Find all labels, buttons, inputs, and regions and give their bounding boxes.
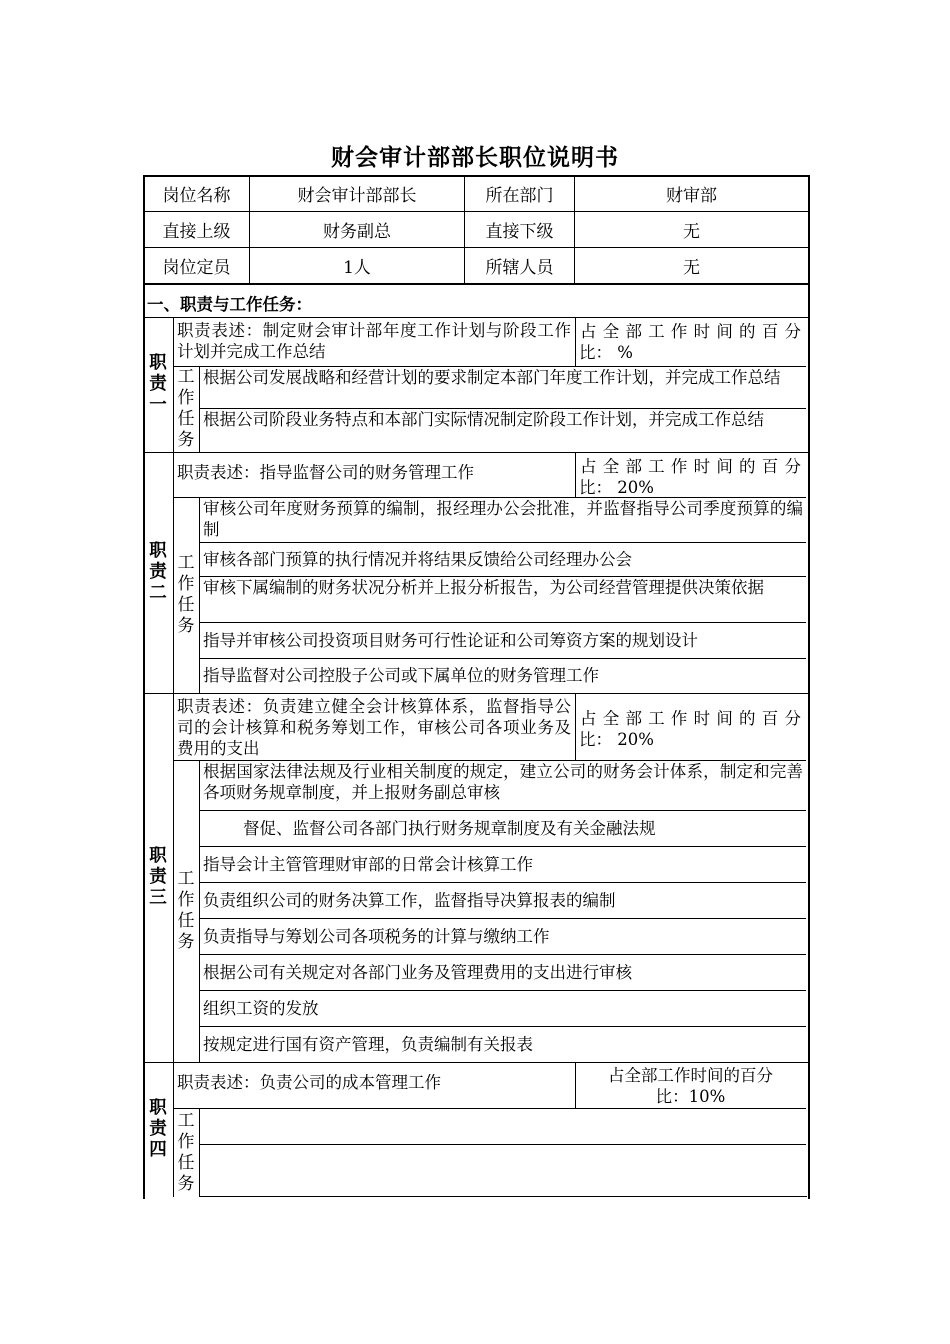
header-row: [144, 176, 809, 212]
header-value: 1人: [250, 248, 465, 284]
header-label: 所在部门: [465, 176, 575, 212]
header-label: 岗位定员: [144, 248, 250, 284]
header-info-table: [143, 175, 809, 284]
task-label-char: 作: [177, 388, 195, 408]
header-label: 直接上级: [144, 212, 250, 248]
duty-label-char: 职: [149, 540, 167, 561]
task-item: 指导监督对公司控股子公司或下属单位的财务管理工作: [203, 666, 599, 685]
divider: [199, 954, 806, 955]
task-item: 指导并审核公司投资项目财务可行性论证和公司筹资方案的规划设计: [203, 630, 698, 650]
divider: [199, 810, 806, 811]
task-item: 督促、监督公司各部门执行财务规章制度及有关金融法规: [243, 818, 656, 838]
header-value: 财审部: [575, 176, 809, 212]
divider: [575, 1062, 576, 1108]
header-value: 财会审计部部长: [250, 176, 465, 212]
header-label: 直接下级: [465, 212, 575, 248]
divider: [199, 918, 806, 919]
divider: [143, 452, 808, 453]
task-column-label: [176, 367, 196, 451]
duty-pct: 占全部工作时间的百分: [580, 457, 801, 476]
task-item: 根据公司阶段业务特点和本部门实际情况制定阶段工作计划，并完成工作总结: [203, 410, 764, 429]
duty-label-char: 责: [149, 1118, 167, 1139]
duty-label: [148, 541, 168, 604]
header-value: 无: [575, 248, 809, 284]
header-label: 所辖人员: [465, 248, 575, 284]
duty-label-char: 责: [149, 373, 167, 394]
header-value: 财务副总: [250, 212, 465, 248]
divider: [199, 658, 806, 659]
divider: [173, 452, 174, 693]
header-label: 岗位名称: [144, 176, 250, 212]
divider: [143, 283, 808, 285]
task-label-char: 任: [177, 911, 195, 931]
task-item: 审核各部门预算的执行情况并将结果反馈给公司经理办公会: [203, 549, 632, 569]
task-item: 指导会计主管管理财审部的日常会计核算工作: [203, 854, 533, 874]
divider: [173, 1108, 806, 1109]
task-column-label: [176, 553, 196, 637]
task-label-char: 务: [177, 932, 195, 952]
duty-label-char: 二: [149, 582, 167, 603]
duty-pct: 占全部工作时间的百分: [580, 322, 801, 341]
divider: [199, 846, 806, 847]
divider: [143, 693, 808, 694]
divider: [199, 1144, 806, 1145]
task-label-char: 任: [177, 595, 195, 615]
duty-pct-value: 比： 20%: [579, 478, 654, 497]
duty-label-char: 四: [149, 1139, 167, 1160]
task-column-label: [176, 1111, 196, 1195]
task-label-char: 务: [177, 1173, 195, 1194]
page-title: 财会审计部部长职位说明书: [331, 144, 619, 171]
divider: [143, 1062, 808, 1063]
task-label-char: 作: [177, 890, 195, 910]
duty-label-char: 一: [149, 394, 167, 415]
duty-pct-value: 比：10%: [655, 1087, 726, 1106]
divider: [173, 1062, 174, 1197]
duty-label-char: 三: [149, 887, 167, 908]
divider: [199, 990, 806, 991]
duty-statement: 职责表述：制定财会审计部年度工作计划与阶段工作计划并完成工作总结: [177, 321, 571, 361]
duty-label: [148, 353, 168, 416]
duty-statement: 职责表述：负责公司的成本管理工作: [177, 1073, 441, 1092]
header-value: 无: [575, 212, 809, 248]
task-label-char: 作: [177, 574, 195, 594]
task-item: 根据公司发展战略和经营计划的要求制定本部门年度工作计划，并完成工作总结: [203, 368, 781, 387]
duty-label-char: 职: [149, 1097, 167, 1118]
task-item: 负责指导与筹划公司各项税务的计算与缴纳工作: [203, 926, 550, 946]
divider: [199, 882, 806, 883]
header-row: [144, 248, 809, 284]
divider: [575, 452, 576, 497]
task-label-char: 工: [177, 1110, 195, 1131]
duty-pct: 占全部工作时间的百分: [608, 1066, 773, 1085]
task-label-char: 工: [177, 553, 195, 573]
task-item: 负责组织公司的财务决算工作，监督指导决算报表的编制: [203, 890, 616, 910]
header-row: [144, 212, 809, 248]
divider: [199, 497, 200, 693]
duty-label: [148, 846, 168, 909]
duty-label-char: 责: [149, 866, 167, 887]
task-item: 根据公司有关规定对各部门业务及管理费用的支出进行审核: [203, 962, 632, 982]
task-item: 审核公司年度财务预算的编制，报经理办公会批准，并监督指导公司季度预算的编制: [203, 499, 803, 539]
duty-pct-value: 比： %: [579, 343, 633, 362]
divider: [199, 542, 806, 543]
divider: [575, 693, 576, 760]
duty-statement: 职责表述：负责建立健全会计核算体系，监督指导公司的会计核算和税务筹划工作，审核公司各项业务及费用的支出: [177, 697, 571, 758]
task-label-char: 工: [177, 367, 195, 387]
divider: [199, 622, 806, 623]
task-item: 组织工资的发放: [203, 998, 319, 1018]
duty-label: [148, 1098, 168, 1161]
divider: [199, 1108, 200, 1197]
task-label-char: 任: [177, 409, 195, 429]
divider: [199, 760, 200, 1062]
task-item: 审核下属编制的财务状况分析并上报分析报告，为公司经营管理提供决策依据: [203, 578, 764, 597]
divider: [575, 317, 576, 366]
divider: [173, 693, 174, 1062]
duty-statement: 职责表述：指导监督公司的财务管理工作: [177, 463, 474, 482]
task-item: 根据国家法律法规及行业相关制度的规定，建立公司的财务会计体系，制定和完善各项财务规章制度，并上报财务副总审核: [203, 762, 803, 802]
task-label-char: 务: [177, 430, 195, 450]
duty-label-char: 职: [149, 845, 167, 866]
divider: [199, 1196, 807, 1197]
duty-pct: 占全部工作时间的百分: [580, 709, 801, 728]
task-label-char: 务: [177, 616, 195, 636]
divider: [143, 317, 808, 318]
duty-label-char: 责: [149, 561, 167, 582]
divider: [199, 366, 200, 452]
duty-label-char: 职: [149, 352, 167, 373]
task-label-char: 工: [177, 869, 195, 889]
task-label-char: 作: [177, 1131, 195, 1152]
task-label-char: 任: [177, 1152, 195, 1173]
duty-pct-value: 比： 20%: [579, 730, 654, 749]
section-title: 一、职责与工作任务：: [147, 295, 312, 314]
task-item: 按规定进行国有资产管理，负责编制有关报表: [203, 1034, 533, 1054]
divider: [199, 1026, 806, 1027]
divider: [173, 317, 174, 452]
task-column-label: [176, 869, 196, 953]
